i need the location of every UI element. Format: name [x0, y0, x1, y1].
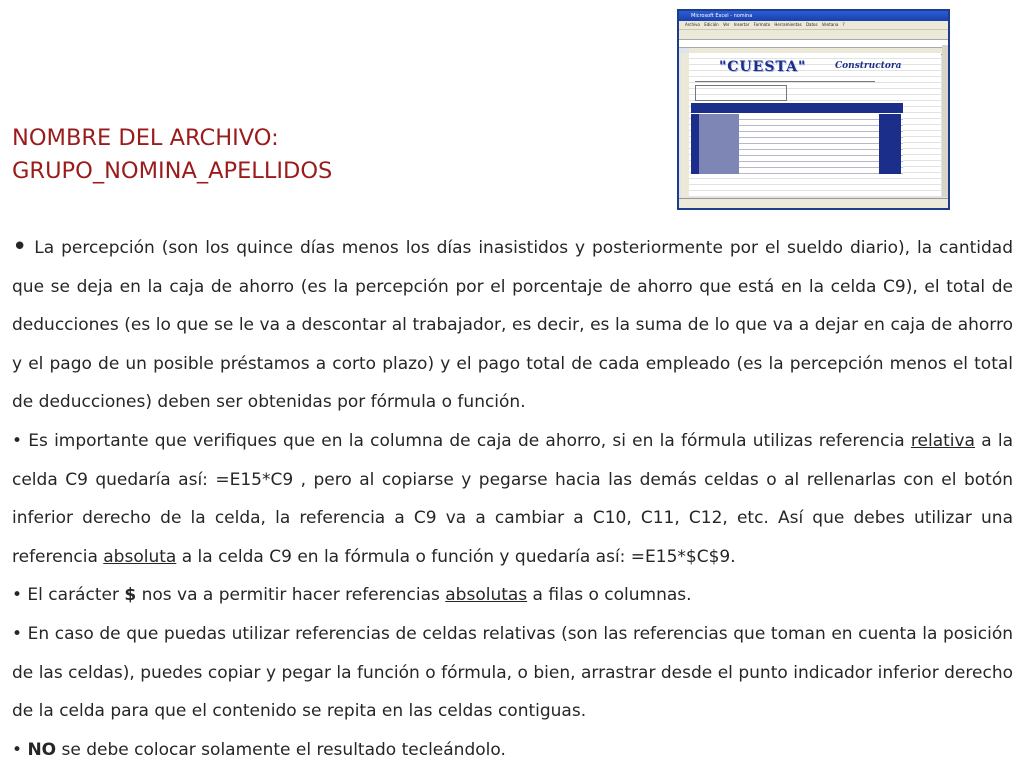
paragraph-perception	[12, 228, 1013, 422]
heading-line-2: GRUPO_NOMINA_APELLIDOS	[12, 158, 333, 184]
thumb-name-column	[699, 114, 739, 174]
thumb-menu-bar: Archivo Edición Ver Insertar Formato Herramientas Datos Ventana ?	[679, 21, 948, 29]
excel-screenshot-thumbnail	[677, 9, 950, 210]
paragraph-no-typing	[12, 731, 1013, 769]
text-run: •	[12, 739, 28, 760]
paragraph-copy-paste: • En caso de que puedas utilizar referencias de celdas relativas (son las referencias que toman en cuenta la posición de las celdas), puedes copiar y pegar la función o fórmula, o bien, arrastrar desde el punto indicador inferior derecho de la celda para que el contenido se repita en las celdas contiguas.	[12, 623, 1013, 722]
text-run: se debe colocar solamente el resultado tecleándolo.	[56, 739, 506, 760]
thumb-table-header	[691, 103, 903, 113]
paragraph-dollar-sign	[12, 576, 1013, 615]
heading-line-1: NOMBRE DEL ARCHIVO:	[12, 125, 279, 151]
underlined-term: absoluta	[103, 546, 177, 567]
thumb-company-name: Constructora	[835, 61, 902, 71]
underlined-term: absolutas	[445, 585, 528, 606]
thumb-num-column	[691, 114, 699, 174]
text-run: • El carácter	[12, 585, 125, 606]
thumb-scrollbar	[942, 45, 948, 197]
text-run: a la celda C9 en la fórmula o función y quedaría así: =E15*$C$9.	[176, 546, 736, 567]
thumb-toolbar	[679, 29, 948, 39]
text-run: • Es importante que verifiques que en la columna de caja de ahorro, si en la fórmula utilizas referencia	[12, 430, 911, 451]
bullet-icon: •	[12, 232, 28, 262]
thumb-status-bar	[679, 198, 948, 208]
thumb-total-column	[879, 114, 901, 174]
thumb-title-bar: Microsoft Excel - nomina	[679, 11, 948, 21]
bold-term: NO	[27, 739, 57, 760]
thumb-period-row	[695, 77, 875, 82]
underlined-term: relativa	[910, 430, 975, 451]
bold-term: $	[124, 585, 137, 606]
file-name-heading	[12, 122, 332, 188]
paragraph-text: La percepción (son los quince días menos los días inasistidos y posteriormente por el sueldo diario), la cantidad que se deja en la caja de ahorro (es la percepción por el porcentaje de ahorro que está en la celda C9), el total de deducciones (es lo que se le va a descontar al trabajador, es decir, es la suma de lo que va a dejar en caja de ahorro y el pago de un posible préstamos a corto plazo) y el pago total de cada empleado (es la percepción menos el total de deducciones) deben ser obtenidas por fórmula o función.	[12, 238, 1013, 413]
instructions-body	[12, 228, 1013, 769]
text-run: a filas o columnas.	[527, 585, 692, 606]
text-run: nos va a permitir hacer referencias	[136, 585, 446, 606]
thumb-logo: "CUESTA"	[719, 59, 807, 75]
text-run: a la celda C9 quedaría así: =E15*C9 , pero al copiarse y pegarse hacia las demás celdas o al rellenarlas con el botón inferior derecho de la celda, la referencia a C9 va a cambiar a C10, C11, C12, etc. Así que debes utilizar una referencia	[12, 430, 1013, 567]
thumb-sheet	[689, 53, 941, 197]
paragraph-relative-reference	[12, 422, 1013, 576]
thumb-deductions-box	[695, 85, 787, 101]
thumb-formula-bar	[679, 39, 948, 48]
